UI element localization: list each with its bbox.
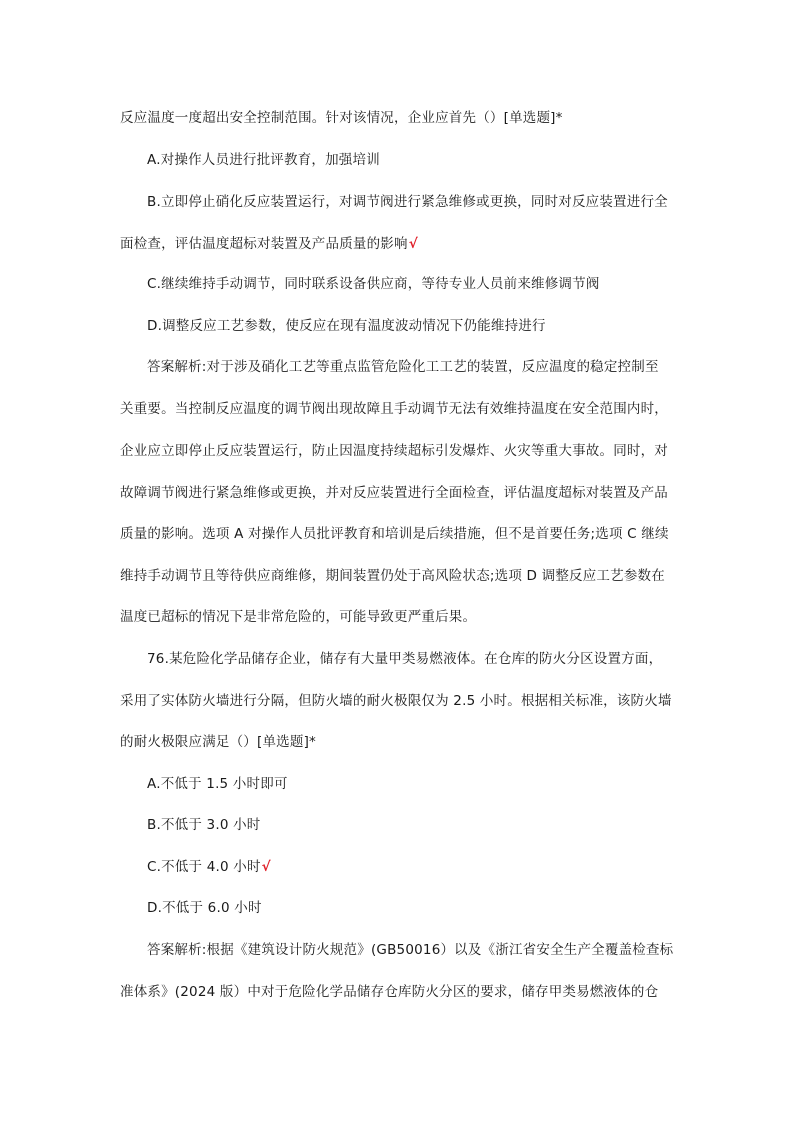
question-76-stem-line1: 76.某危险化学品储存企业，储存有大量甲类易燃液体。在仓库的防火分区设置方面， — [147, 651, 663, 667]
question-75-stem-tail: 反应温度一度超出安全控制范围。针对该情况，企业应首先（）[单选题]* — [120, 110, 563, 126]
q75-analysis-line6: 维持手动调节且等待供应商维修，期间装置仍处于高风险状态;选项 D 调整反应工艺参数在 — [120, 568, 665, 584]
q75-option-c: C.继续维持手动调节，同时联系设备供应商，等待专业人员前来维修调节阀 — [147, 276, 600, 292]
q75-option-a: A.对操作人员进行批评教育，加强培训 — [147, 152, 380, 168]
q76-option-a: A.不低于 1.5 小时即可 — [147, 776, 288, 792]
q76-analysis-line1: 答案解析:根据《建筑设计防火规范》(GB50016）以及《浙江省安全生产全覆盖检查标 — [147, 942, 674, 958]
q76-option-d: D.不低于 6.0 小时 — [147, 900, 262, 916]
q75-analysis-line1: 答案解析:对于涉及硝化工艺等重点监管危险化工工艺的装置，反应温度的稳定控制至 — [147, 359, 659, 375]
q75-option-b-line1: B.立即停止硝化反应装置运行，对调节阀进行紧急维修或更换，同时对反应装置进行全 — [147, 194, 668, 210]
q75-analysis-line7: 温度已超标的情况下是非常危险的，可能导致更严重后果。 — [120, 609, 477, 625]
question-76-stem-line3: 的耐火极限应满足（）[单选题]* — [120, 734, 316, 750]
correct-check-mark: √ — [408, 236, 418, 252]
q75-option-d: D.调整反应工艺参数，使反应在现有温度波动情况下仍能维持进行 — [147, 318, 546, 334]
q75-option-b-line2: 面检查，评估温度超标对装置及产品质量的影响√ — [120, 236, 418, 252]
q75-analysis-line4: 故障调节阀进行紧急维修或更换，并对反应装置进行全面检查，评估温度超标对装置及产品 — [120, 485, 668, 501]
correct-check-mark: √ — [261, 859, 271, 875]
q75-analysis-line3: 企业应立即停止反应装置运行，防止因温度持续超标引发爆炸、火灾等重大事故。同时，对 — [120, 443, 668, 459]
q76-option-c: C.不低于 4.0 小时√ — [147, 859, 271, 875]
q76-analysis-line2: 准体系》(2024 版）中对于危险化学品储存仓库防火分区的要求，储存甲类易燃液体的仓 — [120, 984, 659, 1000]
q75-analysis-line5: 质量的影响。选项 A 对操作人员批评教育和培训是后续措施，但不是首要任务;选项 C 继续 — [120, 526, 669, 542]
q75-analysis-line2: 关重要。当控制反应温度的调节阀出现故障且手动调节无法有效维持温度在安全范围内时， — [120, 401, 668, 417]
q76-option-b: B.不低于 3.0 小时 — [147, 817, 261, 833]
question-76-stem-line2: 采用了实体防火墙进行分隔，但防火墙的耐火极限仅为 2.5 小时。根据相关标准，该防火墙 — [120, 693, 672, 709]
